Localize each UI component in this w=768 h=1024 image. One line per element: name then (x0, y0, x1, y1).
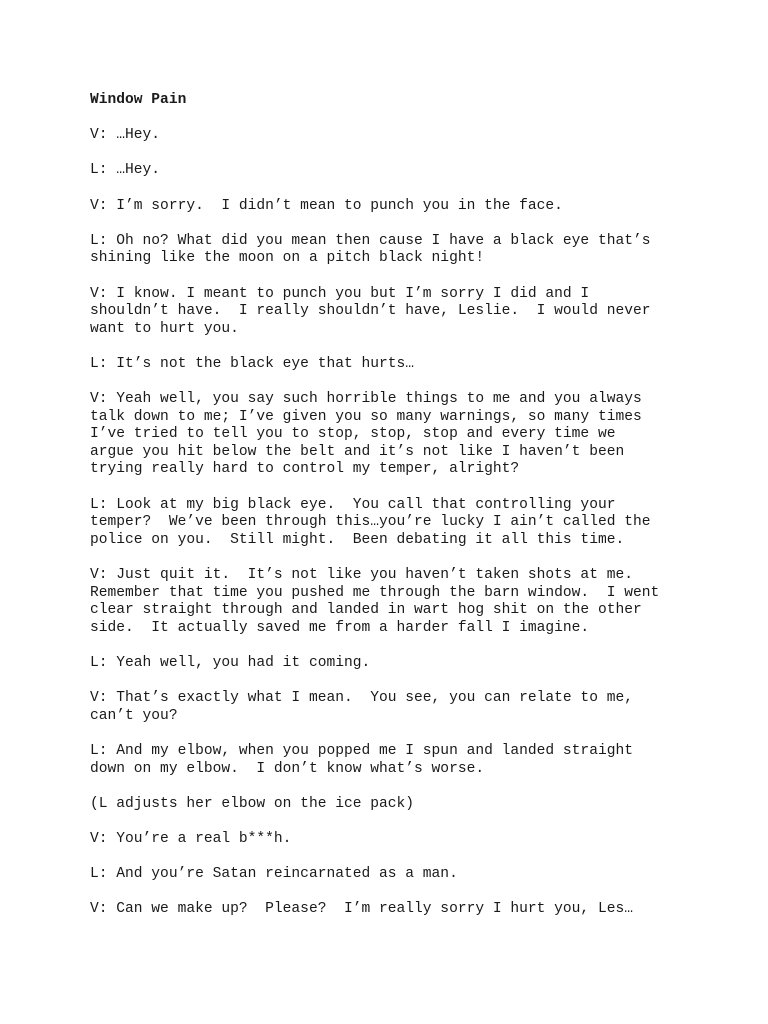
dialogue-line: V: …Hey. (90, 127, 161, 144)
dialogue-line: V: Can we make up? Please? I’m really sorry I hurt you, Les… (90, 901, 633, 918)
dialogue-line: V: You’re a real b***h. (90, 830, 292, 847)
stage-direction: (L adjusts her elbow on the ice pack) (90, 795, 415, 812)
dialogue-line: L: And my elbow, when you popped me I spun and landed straight down on my elbow. I don’t know what’s worse. (90, 742, 633, 777)
dialogue-line: V: I know. I meant to punch you but I’m sorry I did and I shouldn’t have. I really shouldn’t have, Leslie. I would never want to hurt you. (90, 285, 651, 337)
document-title: Window Pain (90, 92, 187, 108)
dialogue-line: L: Look at my big black eye. You call that controlling your temper? We’ve been through this…you’re lucky I ain’t called the police on you. Still might. Been debating it all this time. (90, 496, 651, 548)
dialogue-line: L: And you’re Satan reincarnated as a man. (90, 866, 458, 883)
dialogue-line: L: Oh no? What did you mean then cause I have a black eye that’s shining like the moon on a pitch black night! (90, 232, 651, 267)
document-body (90, 92, 690, 937)
dialogue-line: V: That’s exactly what I mean. You see, you can relate to me, can’t you? (90, 690, 633, 724)
dialogue-line: L: It’s not the black eye that hurts… (90, 355, 415, 372)
dialogue-line: V: Yeah well, you say such horrible things to me and you always talk down to me; I’ve given you so many warnings, so many times I’ve tried to tell you to stop, stop, stop and every time we argue you hit below the belt and it’s not like I haven’t been trying really hard to control my temper, alright? (90, 391, 642, 478)
dialogue-line: V: Just quit it. It’s not like you haven’t taken shots at me. Remember that time you pushed me through the barn window. I went clear straight through and landed in wart hog shit on the other side. It actually saved me from a harder fall I imagine. (90, 567, 660, 636)
dialogue-line: L: Yeah well, you had it coming. (90, 655, 371, 671)
dialogue-line: L: …Hey. (90, 162, 161, 179)
dialogue-line: V: I’m sorry. I didn’t mean to punch you in the face. (90, 197, 563, 214)
